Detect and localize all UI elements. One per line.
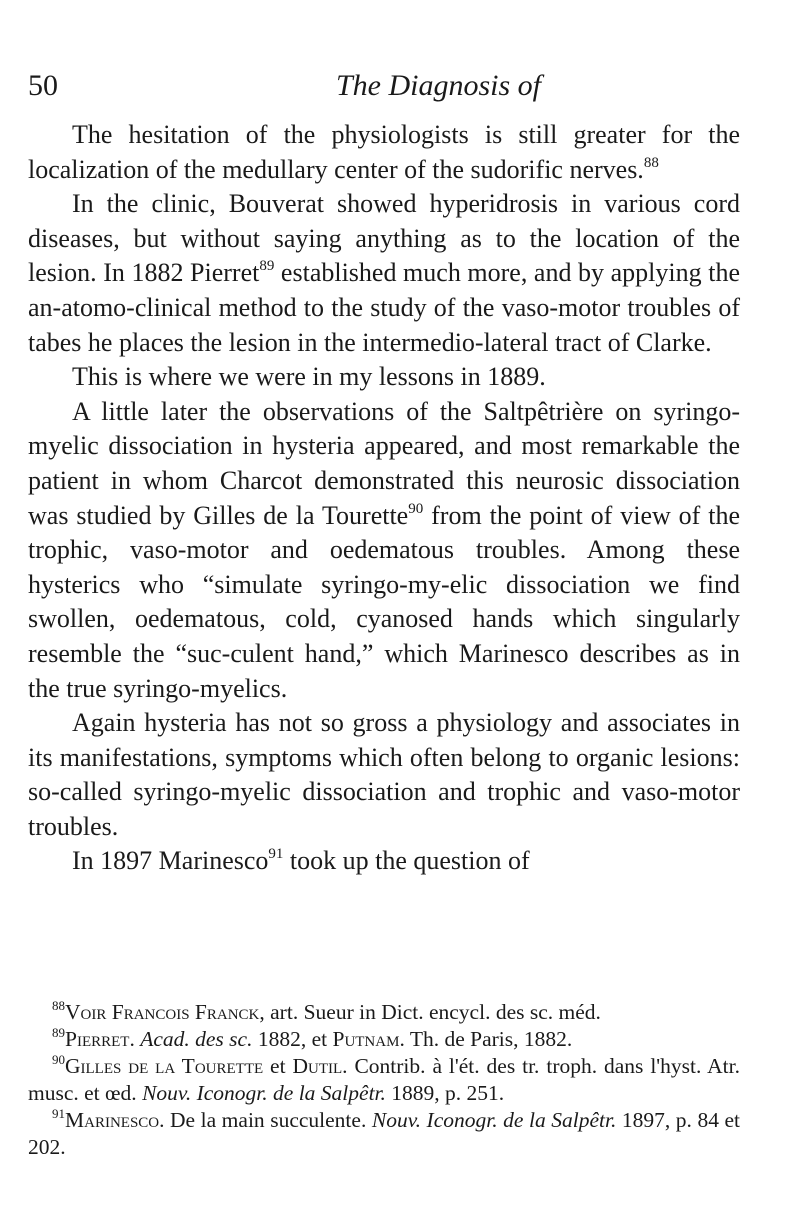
footnote-marker: 88 [643,154,659,171]
text-run: Dutil. [292,1054,348,1078]
text-run: Th. de Paris, 1882. [404,1027,573,1051]
text-run: from the point of view of the trophic, vaso-motor and oedematous troubles. Among these hysterics who “simulate syringo-my-elic dissociation we find swollen, oedematous, cold, cyanosed hands which singularly resemble the “suc-culent hand,” which Marinesco describes as in the true syringo-myelics. [28,500,741,703]
text-run: established much more, and by applying the an-atomo-clinical method to the study of the vaso-motor troubles of tabes he places the lesion in the intermedio-lateral tract of Clarke. [28,258,740,357]
footnote [28,1107,740,1161]
text-run: Marinesco. [65,1108,165,1132]
paragraph [28,360,740,395]
text-run: Again hysteria has not so gross a physiology and associates in its manifestations, symptoms which often belong to organic lesions: so-called syringo-myelic dissociation and trophic and vaso-motor troubles. [28,708,740,841]
text-run: De la main succulente. [164,1108,372,1132]
text-run: 1889, p. 251. [385,1081,505,1105]
running-head: The Diagnosis of [336,69,542,102]
paragraph [28,395,740,706]
text-run: Putnam. [332,1027,405,1051]
footnote [28,999,740,1026]
text-run: In 1897 Marinesco [72,846,269,876]
text-run: Voir Francois Franck, [65,1000,265,1024]
footnote-marker: 91 [52,1106,65,1121]
footnote-marker: 89 [259,258,275,275]
text-run: 1897, p. 84 et 202. [28,1108,740,1159]
paragraph [28,187,740,360]
footnote-marker: 91 [268,846,284,863]
footnotes [28,999,740,1161]
paragraph [28,844,740,879]
paragraph [28,706,740,844]
page-header [28,66,768,110]
footnote-marker: 90 [408,500,424,517]
footnote [28,1026,740,1053]
text-run: Pierret. [65,1027,135,1051]
text-run: This is where we were in my lessons in 1889. [72,362,546,392]
paragraph [28,118,740,187]
footnote-marker: 88 [52,998,65,1013]
footnote-marker: 90 [52,1052,65,1067]
text-run: Nouv. Iconogr. de la Salpêtr. [142,1081,386,1105]
text-run: 1882, et [252,1027,333,1051]
text-run: took up the question of [283,846,530,876]
page-number: 50 [28,69,58,102]
text-run: Contrib. à l'ét. des tr. troph. dans l'hyst. Atr. musc. et œd. [28,1054,740,1105]
body-text [28,118,740,879]
text-run: Nouv. Iconogr. de la Salpêtr. [371,1108,617,1132]
text-run: The hesitation of the physiologists is still greater for the localization of the medullary center of the sudorific nerves. [28,120,740,184]
text-run: et [263,1054,293,1078]
text-run: In the clinic, Bouverat showed hyperidrosis in various cord diseases, but without saying anything as to the location of the lesion. In 1882 Pierret [28,189,740,288]
footnote-marker: 89 [52,1025,65,1040]
text-run: Acad. des sc. [140,1027,253,1051]
text-run: art. Sueur in Dict. encycl. des sc. méd. [264,1000,601,1024]
footnote [28,1053,740,1107]
text-run: Gilles de la Tourette [65,1054,264,1078]
text-run: A little later the observations of the Saltpêtrière on syringo-myelic dissociation in hysteria appeared, and most remarkable the patient in whom Charcot demonstrated this neurosic dissociation was studied by Gilles de la Tourette [28,396,740,530]
